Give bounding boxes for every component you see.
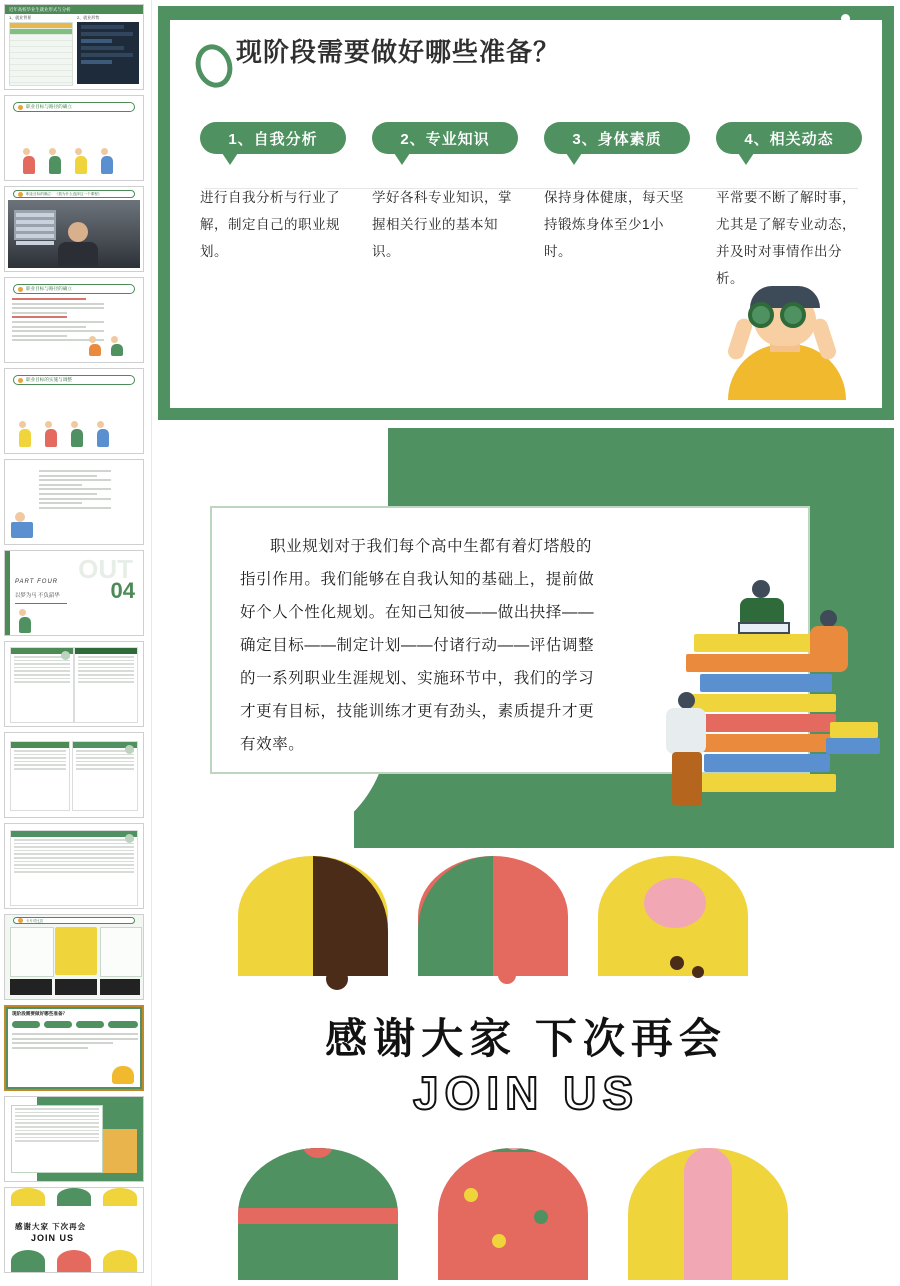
thumb-9-resume-right — [72, 741, 138, 811]
books-illustration — [634, 572, 884, 832]
slide-thumbnail-6[interactable] — [4, 459, 144, 545]
decor-dot-red — [498, 966, 516, 984]
binoculars-icon — [780, 302, 806, 328]
slide-thumbnail-3[interactable] — [4, 186, 144, 272]
thumb-6-person-icon — [15, 512, 25, 522]
thumb-8-resume-left — [10, 647, 74, 723]
preparation-item-2-text: 学好各科专业知识，掌握相关行业的基本知识。 — [372, 190, 512, 259]
thumb-7-number: 04 — [110, 578, 135, 603]
decor-semicircle-red — [418, 856, 568, 976]
slide-thumbnail-sidebar[interactable] — [0, 0, 152, 1286]
slide-thumbnail-9[interactable] — [4, 732, 144, 818]
thumb-1-dark-panel — [77, 22, 139, 84]
slide-preparation[interactable] — [158, 6, 894, 420]
decor-dot-brown-2 — [670, 956, 684, 970]
thumb-11-foot-1 — [10, 979, 52, 995]
decor-figure-green — [238, 1148, 398, 1280]
bullet-dot-icon — [18, 105, 23, 110]
preparation-item-2 — [372, 122, 518, 259]
thumb-11-title-bar — [13, 917, 135, 924]
slide-thumbnail-5[interactable] — [4, 368, 144, 454]
thumb-11-foot-3 — [100, 979, 140, 995]
thumb-14-joinus — [5, 1188, 143, 1272]
decor-figure-yellow — [628, 1148, 788, 1280]
thumb-1-subtitle-a: 1、就业背景 — [9, 15, 32, 20]
decor-figure-red — [438, 1148, 588, 1280]
bullet-dot-icon — [18, 287, 23, 292]
slide-thanks[interactable] — [158, 856, 894, 1280]
thumb-11-title: 卡片对比页 — [26, 919, 43, 923]
preparation-item-4 — [716, 122, 862, 286]
slide-preparation-title: 现阶段需要做好哪些准备？ — [236, 37, 561, 67]
thumb-14-title: 感谢大家 下次再会 — [15, 1222, 87, 1231]
slide-thumbnail-1[interactable] — [4, 4, 144, 90]
slide-thumbnail-10[interactable] — [4, 823, 144, 909]
thumb-11-card-2 — [55, 927, 97, 975]
thumb-2-illustration — [5, 130, 143, 174]
preparation-item-3-text: 保持身体健康，每天坚持锻炼身体至少1小时。 — [544, 190, 684, 259]
binoculars-character-illustration — [710, 280, 860, 400]
thumb-5-title-bar — [13, 375, 135, 385]
slide-thumbnail-4[interactable] — [4, 277, 144, 363]
slide-thumbnail-12[interactable] — [4, 1005, 144, 1091]
thumb-8-resume-right — [74, 647, 138, 723]
slide-thumbnail-8[interactable] — [4, 641, 144, 727]
thumb-9-resume-left — [10, 741, 70, 811]
slide-thumbnail-2[interactable] — [4, 95, 144, 181]
preparation-item-3-label: 3、身体素质 — [544, 122, 690, 154]
thumb-1-table — [9, 22, 73, 86]
thumb-6-book-icon — [11, 522, 33, 538]
thumb-2-title-bar — [13, 102, 135, 112]
thumb-11-card-3 — [100, 927, 142, 977]
preparation-item-1-text: 进行自我分析与行业了解，制定自己的职业规划。 — [200, 190, 340, 259]
thumb-5-illustration — [5, 403, 143, 447]
slide-thumbnail-13[interactable] — [4, 1096, 144, 1182]
preparation-item-2-label: 2、专业知识 — [372, 122, 518, 154]
preparation-item-4-text: 平常要不断了解时事，尤其是了解专业动态，并及时对事情作出分析。 — [716, 190, 856, 286]
thumb-7-part-four: OUT PART FOUR 04 以梦为马 不负韶华 — [5, 551, 143, 635]
slide-thumbnail-11[interactable] — [4, 914, 144, 1000]
thanks-title: 感谢大家 下次再会 — [325, 1015, 727, 1062]
thanks-subtitle: JOIN US — [412, 1067, 640, 1119]
decor-dot-brown — [326, 968, 348, 990]
thumb-1-title: 近年高校毕业生就业形式与分析 — [5, 5, 143, 14]
thumb-11-card-1 — [10, 927, 54, 977]
thumb-2-title: 职业目标与路径的确立 — [26, 104, 72, 109]
thumb-7-subtitle: 以梦为马 不负韶华 — [15, 593, 60, 599]
thumb-12-title: 现阶段需要做好哪些准备？ — [12, 1011, 68, 1016]
thumb-4-title: 职业目标与路径的确立 — [26, 286, 72, 291]
slide-summary[interactable] — [158, 428, 894, 848]
thumb-14-subtitle: JOIN US — [31, 1233, 75, 1243]
thumb-12-character — [112, 1066, 134, 1084]
thumb-3-title: 职业目标的确立：《我为什么选择这一个课程》 — [26, 191, 102, 196]
thumb-1-subtitle-b: 2、就业形势 — [77, 15, 100, 20]
thumb-10-resume — [10, 830, 138, 906]
thumb-12-text — [12, 1033, 138, 1051]
thumb-7-part-label: PART FOUR — [15, 579, 59, 585]
thumb-6-text — [39, 470, 111, 511]
thumb-4-illustration — [5, 334, 143, 356]
decor-dot-brown-3 — [692, 966, 704, 978]
preparation-item-4-label: 4、相关动态 — [716, 122, 862, 154]
preparation-item-3 — [544, 122, 690, 259]
preparation-items — [200, 122, 862, 286]
thumb-5-title: 职业目标的实施与调整 — [26, 377, 72, 382]
thumb-13-card — [11, 1105, 103, 1173]
bullet-dot-icon — [18, 918, 23, 923]
slide-canvas[interactable] — [152, 0, 900, 1286]
summary-body: 职业规划对于我们每个高中生都有着灯塔般的指引作用。我们能够在自我认知的基础上，提前做好个人个性化规划。在知己知彼——做出抉择——确定目标——制定计划——付诸行动——评估调整的一系列职业生涯规划、实施环节中，我们的学习才更有目标，技能训练才更有劲头，素质提升才更有效率。 — [240, 538, 595, 753]
ring-decoration-icon — [190, 40, 238, 93]
thumb-4-title-bar — [13, 284, 135, 294]
slide-thumbnail-7[interactable] — [4, 550, 144, 636]
preparation-item-1-label: 1、自我分析 — [200, 122, 346, 154]
preparation-item-1 — [200, 122, 346, 259]
binoculars-icon — [748, 302, 774, 328]
bullet-dot-icon — [18, 378, 23, 383]
bullet-dot-icon — [18, 192, 23, 197]
thumb-3-title-bar — [13, 190, 135, 198]
thumb-11-foot-2 — [55, 979, 97, 995]
decor-semicircle-yellow — [238, 856, 388, 976]
slide-preparation-inner — [170, 20, 882, 408]
slide-thumbnail-14[interactable] — [4, 1187, 144, 1273]
thumb-3-photo — [8, 200, 140, 268]
thumb-13-books-icon — [103, 1129, 137, 1173]
thumb-7-figure — [19, 609, 31, 633]
